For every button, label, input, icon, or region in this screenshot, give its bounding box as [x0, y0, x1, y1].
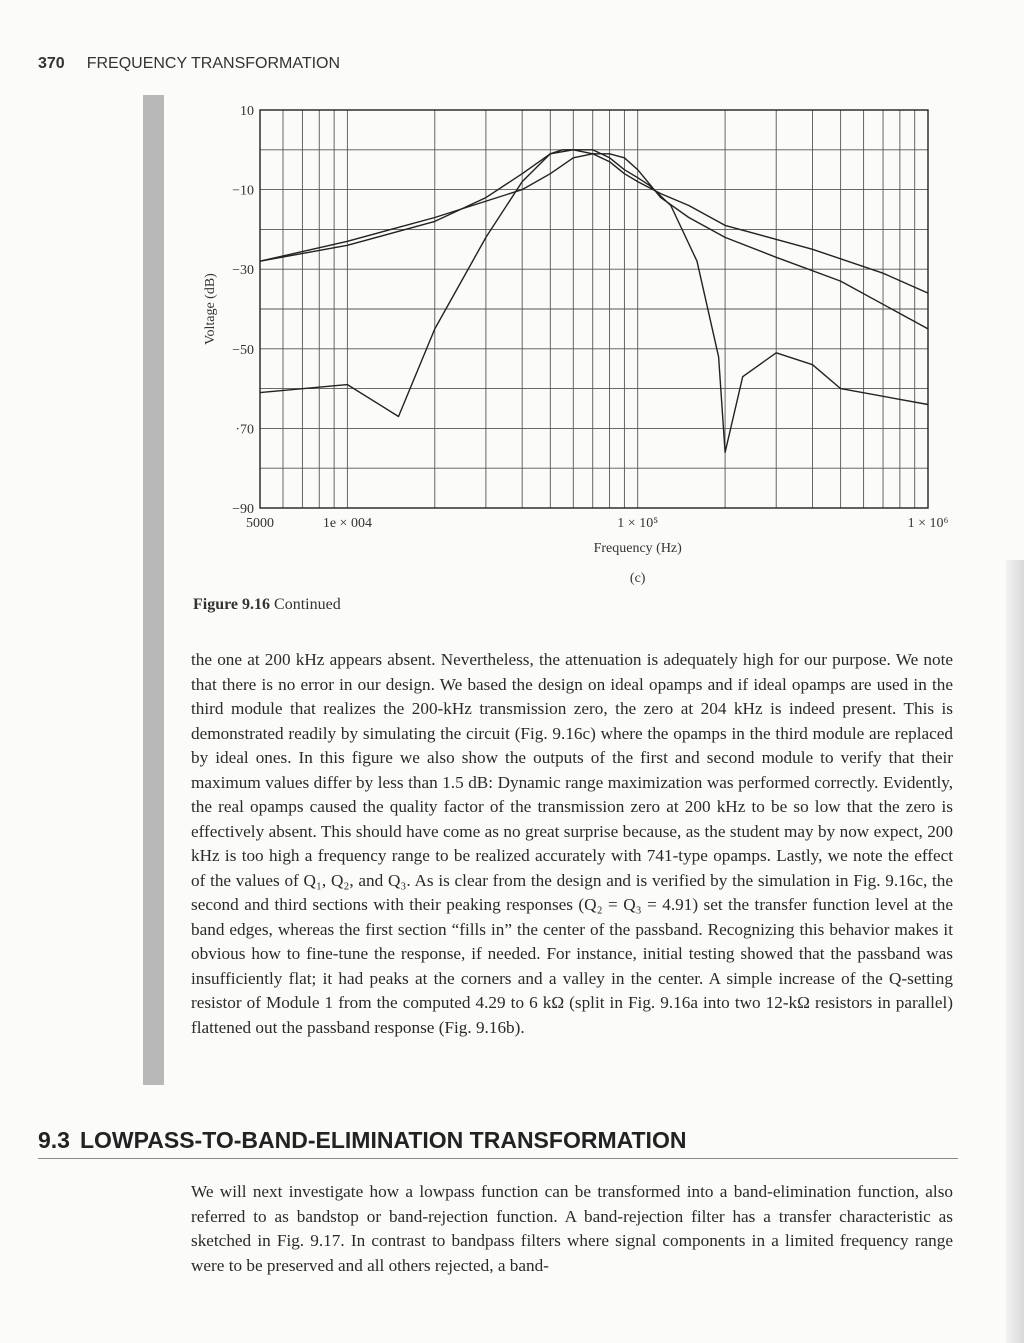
- series-line-3: [260, 150, 928, 329]
- chart-grid: [260, 110, 928, 508]
- figure-caption-text: Continued: [274, 596, 341, 613]
- y-tick-label: 10: [240, 104, 254, 119]
- body-paragraph: We will next investigate how a lowpass function can be transformed into a band-elimination function, also referred to as bandstop or band-rejection function. A band-rejection filter has a transfer characteristic as sketched in Fig. 9.17. In contrast to bandpass filters where signal components in a limited frequency range were to be preserved and all others rejected, a band-: [191, 1182, 953, 1275]
- y-axis-label: Voltage (dB): [203, 273, 218, 345]
- x-tick-label: 1e × 004: [322, 516, 372, 531]
- series-line-2: [260, 150, 928, 453]
- x-axis-label: Frequency (Hz): [593, 541, 682, 556]
- y-tick-label: ·70: [235, 422, 254, 438]
- series-lines: [260, 150, 928, 453]
- figure-panel-label: (c): [629, 571, 646, 586]
- body-paragraph: the one at 200 kHz appears absent. Nevertheless, the attenuation is adequately high for our purpose. We note that there is no error in our design. We based the design on ideal opamps and if ideal opamps are used in the third module that realizes the 200-kHz transmission zero, the zero at 204 kHz is indeed present. This is demonstrated readily by simulating the circuit (Fig. 9.16c) where the opamps in the third module are replaced by ideal ones. In this figure we also show the outputs of the first and second module to verify that their maximum values differ by less than 1.5 dB: Dynamic range maximization was performed correctly. Evidently, the real opamps caused the quality factor of the transmission zero at 200 kHz to be so low that the zero is effectively absent. This should have come as no great surprise because, as the student may by now expect, 200 kHz is too high a frequency range to be realized accurately with 741-type opamps. Lastly, we note the effect of the values of Q₁, Q₂, and Q₃. As is clear from the design and is verified by the simulation in Fig. 9.16c, the second and third sections with their peaking responses (Q₂ = Q₃ = 4.91) set the transfer function level at the band edges, whereas the first section “fills in” the center of the passband. Recognizing this behavior makes it obvious how to fine-tune the response, if needed. For instance, initial testing showed that the passband was insufficiently flat; it had peaks at the corners and a valley in the center. A simple increase of the Q-setting resistor of Module 1 from the computed 4.29 to 6 kΩ (split in Fig. 9.16a into two 12-kΩ resistors in parallel) flattened out the passband response (Fig. 9.16b).: [191, 650, 953, 1037]
- y-tick-label: −30: [232, 263, 254, 279]
- page-edge-shadow: [1006, 560, 1024, 1343]
- section-heading: [38, 1127, 958, 1159]
- y-tick-label: −90: [232, 502, 254, 517]
- x-tick-label: 1 × 10⁶: [907, 516, 949, 531]
- y-tick-label: −50: [232, 342, 254, 358]
- figure-chart: [190, 95, 950, 595]
- running-title: FREQUENCY TRANSFORMATION: [86, 55, 341, 72]
- running-head: [38, 55, 340, 73]
- series-line-1: [260, 154, 928, 293]
- frequency-response-chart: [190, 95, 950, 595]
- page-gutter-shadow: [143, 95, 164, 1085]
- y-tick-label: −10: [232, 183, 254, 199]
- x-tick-label: 1 × 10⁵: [617, 516, 659, 531]
- section-title: LOWPASS-TO-BAND-ELIMINATION TRANSFORMATION: [79, 1127, 687, 1153]
- page-number: 370: [38, 55, 65, 72]
- section-number: 9.3: [38, 1127, 70, 1153]
- x-tick-label: 5000: [246, 516, 274, 531]
- figure-caption: [193, 596, 341, 614]
- x-tick-labels: [246, 516, 949, 531]
- figure-number: Figure 9.16: [193, 596, 271, 613]
- y-tick-labels: [232, 104, 254, 517]
